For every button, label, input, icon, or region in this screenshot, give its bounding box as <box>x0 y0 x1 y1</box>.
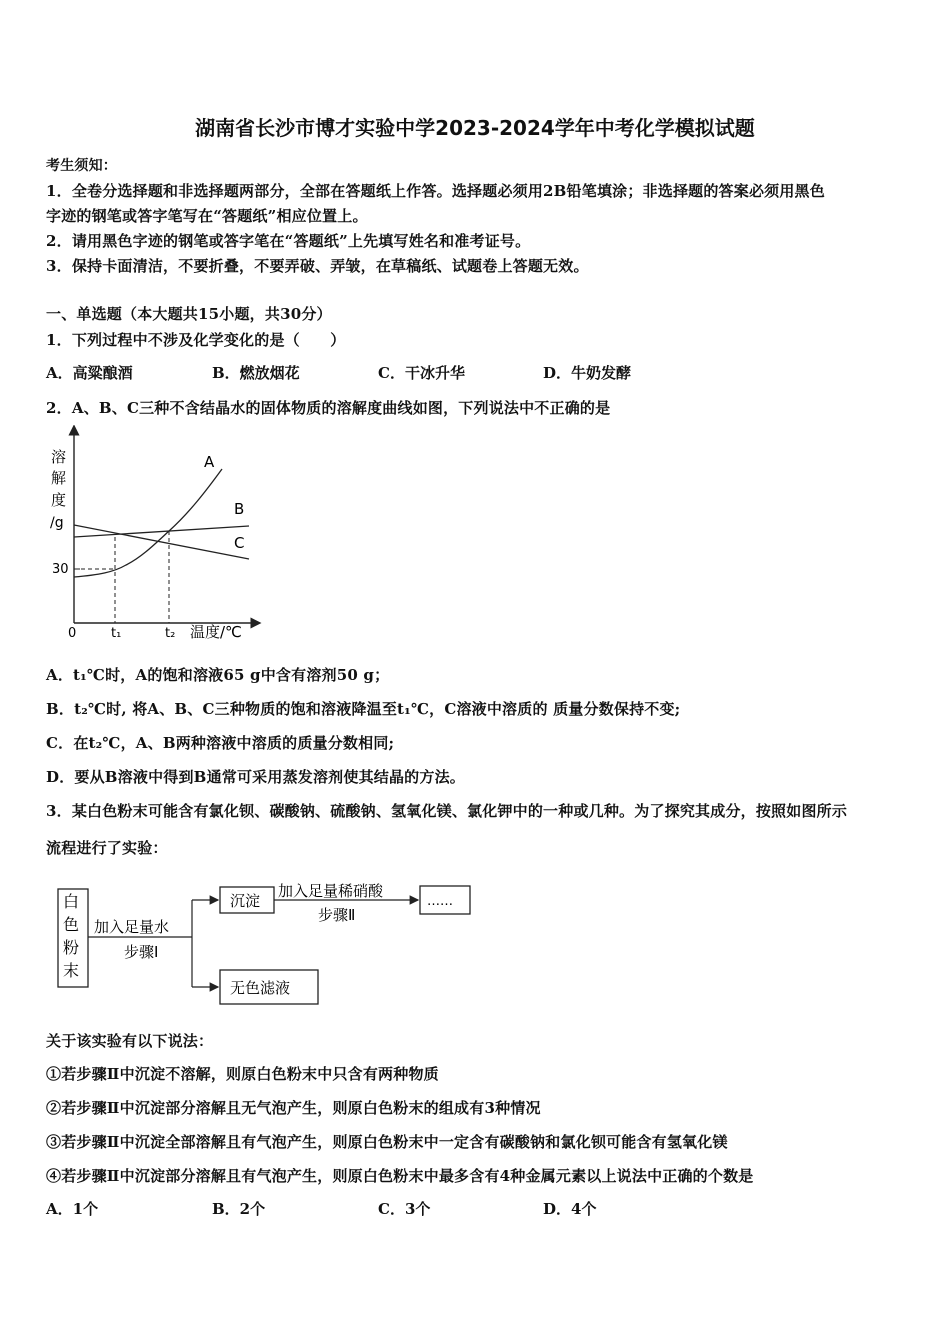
x-tick-t2: t₂ <box>165 626 176 641</box>
y-label-4: /g <box>50 515 64 531</box>
step2-bottom-label: 步骤Ⅱ <box>318 906 356 924</box>
q3-option-b: B．2个 <box>212 1200 266 1218</box>
label-a: A <box>204 453 215 471</box>
filtrate-label: 无色滤液 <box>230 979 291 997</box>
notice-line-2: 2．请用黑色字迹的钢笔或答字笔在“答题纸”上先填写姓名和准考证号。 <box>46 232 531 250</box>
step1-bottom-label: 步骤Ⅰ <box>124 943 159 961</box>
label-c: C <box>234 534 245 552</box>
q3-option-c: C．3个 <box>378 1200 431 1218</box>
notice-heading: 考生须知： <box>46 158 117 174</box>
start-char-3: 粉 <box>63 938 80 957</box>
y-tick-30: 30 <box>52 562 69 577</box>
x-axis-label: 温度/℃ <box>190 623 242 641</box>
q2-option-b: B．t₂℃时, 将A、B、C三种物质的饱和溶液降温至t₁℃，C溶液中溶质的 质量分数保持不变; <box>46 700 681 718</box>
y-label-3: 度 <box>51 491 67 509</box>
curve-c <box>74 525 249 559</box>
q3-statement-1: ①若步骤Ⅱ中沉淀不溶解，则原白色粉末中只含有两种物质 <box>46 1065 439 1083</box>
solubility-chart <box>44 425 264 647</box>
section-heading: 一、单选题（本大题共15小题，共30分） <box>46 305 332 323</box>
q3-statement-2: ②若步骤Ⅱ中沉淀部分溶解且无气泡产生，则原白色粉末的组成有3种情况 <box>46 1099 541 1117</box>
q1-stem: 1．下列过程中不涉及化学变化的是（ ） <box>46 331 346 349</box>
flow-diagram <box>52 873 482 1008</box>
start-char-2: 色 <box>63 915 80 934</box>
q3-stem-a: 3．某白色粉末可能含有氯化钡、碳酸钠、硫酸钠、氢氧化镁、氯化钾中的一种或几种。为了探究其成分，按照如图所示 <box>46 802 848 820</box>
q3-statement-4: ④若步骤Ⅱ中沉淀部分溶解且有气泡产生，则原白色粉末中最多含有4种金属元素以上说法中正确的个数是 <box>46 1167 754 1185</box>
q1-option-d: D．牛奶发酵 <box>543 364 632 382</box>
q1-option-a: A．高粱酿酒 <box>46 364 133 382</box>
curve-b <box>74 526 249 537</box>
notice-line-1b: 字迹的钢笔或答字笔写在“答题纸”相应位置上。 <box>46 207 368 225</box>
q3-option-a: A．1个 <box>46 1200 99 1218</box>
q2-option-d: D．要从B溶液中得到B通常可采用蒸发溶剂使其结晶的方法。 <box>46 768 465 786</box>
q3-stem-b: 流程进行了实验： <box>46 839 168 857</box>
q2-option-a: A．t₁℃时，A的饱和溶液65 g中含有溶剂50 g； <box>46 666 390 684</box>
q3-intro: 关于该实验有以下说法： <box>46 1032 214 1050</box>
notice-line-1a: 1．全卷分选择题和非选择题两部分，全部在答题纸上作答。选择题必须用2B铅笔填涂；非选择题的答案必须用黑色 <box>46 182 825 200</box>
curve-a <box>74 469 222 577</box>
step2-top-label: 加入足量稀硝酸 <box>278 882 384 900</box>
end-label: …… <box>427 894 453 909</box>
y-label-1: 溶 <box>51 448 67 466</box>
q1-option-c: C．干冰升华 <box>378 364 465 382</box>
y-label-2: 解 <box>51 469 67 487</box>
q1-option-b: B．燃放烟花 <box>212 364 300 382</box>
start-char-1: 白 <box>63 892 80 911</box>
x-tick-t1: t₁ <box>111 626 122 641</box>
origin-label: 0 <box>68 626 77 641</box>
start-char-4: 末 <box>63 961 80 980</box>
q2-stem: 2．A、B、C三种不含结晶水的固体物质的溶解度曲线如图，下列说法中不正确的是 <box>46 399 611 417</box>
label-b: B <box>234 500 245 518</box>
step1-top-label: 加入足量水 <box>94 918 170 936</box>
q2-option-c: C．在t₂℃，A、B两种溶液中溶质的质量分数相同; <box>46 734 395 752</box>
notice-line-3: 3．保持卡面清洁，不要折叠，不要弄破、弄皱，在草稿纸、试题卷上答题无效。 <box>46 257 589 275</box>
q3-option-d: D．4个 <box>543 1200 597 1218</box>
page-title: 湖南省长沙市博才实验中学2023-2024学年中考化学模拟试题 <box>195 116 755 140</box>
q3-statement-3: ③若步骤Ⅱ中沉淀全部溶解且有气泡产生，则原白色粉末中一定含有碳酸钠和氯化钡可能含有氢氧化镁 <box>46 1133 728 1151</box>
precipitate-label: 沉淀 <box>230 892 261 910</box>
